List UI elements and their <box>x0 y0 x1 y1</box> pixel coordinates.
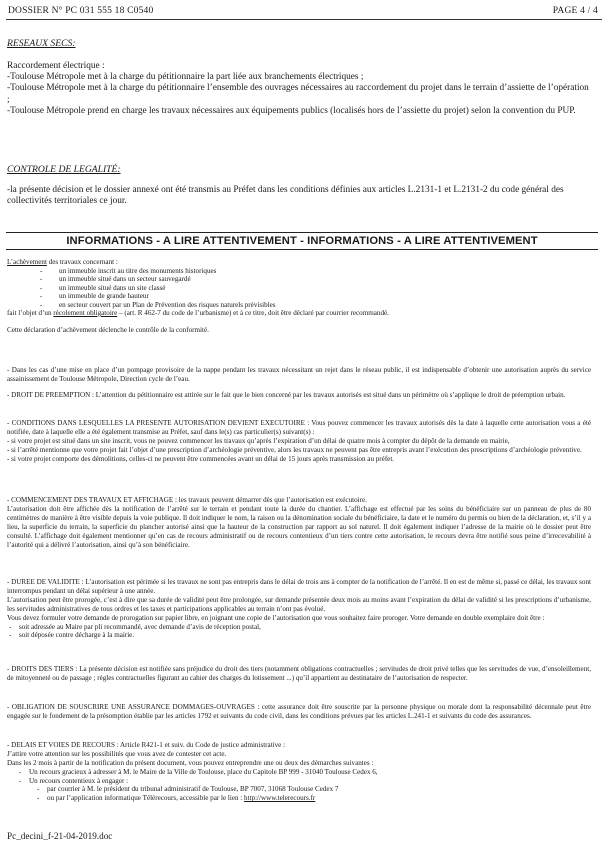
validite-list <box>0 623 591 641</box>
telerecours-link[interactable]: http://www.telerecours.fr <box>244 794 316 803</box>
achevement-lead-underlined: L’achèvement <box>7 258 47 266</box>
list-item: - un immeuble situé dans un secteur sauvegardé <box>7 275 591 283</box>
list-item: - un immeuble situé dans un site classé <box>7 284 591 292</box>
conditions-para: - si l’arrêté mentionne que votre projet fait l’objet d’une prescription d’archéologie préventive, alors les travaux ne peuvent pas être entrepris avant l’exécution des prescriptions d’archéologie préventive. <box>7 445 582 454</box>
recours-line: Dans les 2 mois à partir de la notification du présent document, vous pouvez entreprendre une ou deux des démarches suivantes : <box>7 758 374 767</box>
list-item: - Un recours gracieux à adresser à M. le Maire de la Ville de Toulouse, place du Capitole BP 999 - 31040 Toulouse Cedex 6, <box>7 768 591 777</box>
legalite-text: -la présente décision et le dossier annexé ont été transmis au Préfet dans les conditions définies aux articles L.2131-1 et L.2131-2 du code général des collectivités territoriales ce jour. <box>7 185 564 207</box>
conditions-para: - CONDITIONS DANS LESQUELLES LA PRESENTE AUTORISATION DEVIENT EXECUTOIRE : Vous pouvez commencer les travaux autorisés dès la date à laquelle cette autorisation vous a été notifiée, date à laquelle elle a été également transmise au Préfet, sauf dans le(s) cas particulier(s) suivant(s) : <box>7 419 591 436</box>
list-item: - un immeuble inscrit au titre des monuments historiques <box>7 267 591 275</box>
tiers-text: - DROITS DES TIERS : La présente décision est notifiée sans préjudice du droit des tiers (notamment obligations contractuelles ; servitudes de droit privé telles que les servitudes de vue, d’ensoleillement, de mitoyenneté ou de passage ; règles contractuelles figurant au cahier des charges du lotissement ...) qu’il appartient au destinataire de l’autorisation de respecter. <box>7 665 591 682</box>
list-item <box>7 794 591 803</box>
list-item: - un immeuble de grande hauteur <box>7 292 591 300</box>
recours-line: - DELAIS ET VOIES DE RECOURS : Article R421-1 et suiv. du Code de justice administrative : <box>7 741 286 749</box>
conditions-para: - si votre projet est situé dans un site inscrit, vous ne pouvez commencer les travaux qu’après l’expiration d’un délai de quatre mois à compter du dépôt de la demande en mairie, <box>7 436 510 445</box>
achevement-list <box>7 267 591 309</box>
information-banner: INFORMATIONS - A LIRE ATTENTIVEMENT - INFORMATIONS - A LIRE ATTENTIVEMENT <box>6 232 598 250</box>
recolement-link-text: récolement obligatoire <box>53 308 118 317</box>
nappe-section <box>7 366 591 384</box>
footer-filename: Pc_decini_f-21-04-2019.doc <box>7 831 113 841</box>
reseaux-section <box>7 38 591 117</box>
achevement-lead-rest: des travaux concernant : <box>46 258 118 266</box>
preemption-text: - DROIT DE PREEMPTION : L’attention du pétitionnaire est attirée sur le fait que le bien concerné par les travaux autorisés est situé dans un périmètre où s’applique le droit de préemption urbain. <box>7 391 566 399</box>
commencement-para: L’autorisation doit être affichée dès la notification de l’arrêté sur le terrain et pendant toute la durée du chantier. L’affichage est effectué par les soins du bénéficiaire sur un panneau de plus de 80 centimètres de manière à être visible depuis la voie publique. Il doit indiquer le nom, la raison ou la dénomination sociale du bénéficiaire, la date et le numéro du permis ou bien de la déclaration, et, s’il y a lieu, la superficie du terrain, la superficie du plancher autorisé ainsi que la hauteur de la construction par rapport au sol naturel. Il doit également indiquer l’adresse de la mairie où le dossier peut être consulté. L’affichage doit également mentionner qu’en cas de recours administratif ou de recours contentieux d’un tiers contre cette autorisation, le recours devra être notifié sous peine d’irrecevabilité à l’autorité qui a délivré l’autorisation, ainsi qu’à son bénéficiaire. <box>7 504 591 549</box>
achevement-lead <box>7 258 591 267</box>
legalite-title: CONTROLE DE LEGALITÉ: <box>7 164 121 175</box>
conditions-section <box>7 419 591 464</box>
list-item: - en secteur couvert par un Plan de Prévention des risques naturels prévisibles <box>7 301 591 309</box>
reseaux-line: -Toulouse Métropole met à la charge du pétitionnaire la part liée aux branchements électriques ; <box>7 72 364 83</box>
recours-line: J’attire votre attention sur les possibilités que vous avez de contester cet acte. <box>7 749 227 758</box>
achevement-section <box>7 258 591 335</box>
achevement-tail <box>7 309 591 318</box>
nappe-text: - Dans les cas d’une mise en place d’un pompage provisoire de la nappe pendant les travaux nécessitant un rejet dans le réseau public, il est indispensable d’obtenir une autorisation auprès du service assainissement de Toulouse Métropole, Direction cycle de l’eau. <box>7 366 591 383</box>
page-number: PAGE 4 / 4 <box>552 6 598 16</box>
achevement-tail-b: – (art. R 462-7 du code de l’urbanisme) et à ce titre, doit être déclaré par courrier recommandé. <box>117 308 389 317</box>
list-item: - par courrier à M. le président du tribunal administratif de Toulouse, BP 7007, 31068 Toulouse Cedex 7 <box>7 785 591 794</box>
list-item: - Un recours contentieux à engager : <box>7 777 591 786</box>
validite-para: Vous devez formuler votre demande de prorogation sur papier libre, en joignant une copie de l’autorisation que vous souhaitez faire proroger. Votre demande en double exemplaire doit être : <box>7 613 545 622</box>
reseaux-line: -Toulouse Métropole prend en charge les travaux nécessaires aux équipements publics (localisés hors de l’assiette du projet) selon la convention du PUP. <box>7 105 576 116</box>
preemption-section <box>7 391 591 400</box>
dossier-number: DOSSIER N° PC 031 555 18 C0540 <box>8 6 154 16</box>
assurance-text: - OBLIGATION DE SOUSCRIRE UNE ASSURANCE DOMMAGES-OUVRAGES : cette assurance doit être souscrite par la personne physique ou morale dont la responsabilité décennale peut être engagée sur le fondement de la présomption établie par les articles 1792 et suivants du code civil, dans les conditions prévues par les articles L.241-1 et suivants du code des assurances. <box>7 703 591 720</box>
list-item: - soit déposée contre décharge à la mairie. <box>0 631 591 640</box>
reseaux-title: RESEAUX SECS: <box>7 38 76 49</box>
achevement-tail-a: fait l’objet d’un <box>7 308 54 317</box>
recours-section <box>7 741 591 803</box>
validite-para: - DUREE DE VALIDITE : L’autorisation est périmée si les travaux ne sont pas entrepris dans le délai de trois ans à compter de la notification de l’arrêté. Il en est de même si, passé ce délai, les travaux sont interrompus pendant un délai supérieur à une année. <box>7 578 591 595</box>
list-item: - soit adressée au Maire par pli recommandé, avec demande d’avis de réception postal, <box>0 623 591 632</box>
commencement-section <box>7 496 591 549</box>
validite-para: L’autorisation peut être prorogée, c’est à dire que sa durée de validité peut être prolongée, sur demande présentée deux mois au moins avant l’expiration du délai de validité si les prescriptions d’urbanisme, les servitudes administratives de tous ordres et les taxes et participations applicables au terrain n’ont pas évolué. <box>7 595 591 613</box>
reseaux-line: Raccordement électrique : <box>7 61 105 71</box>
tiers-section <box>7 665 591 683</box>
reseaux-line: -Toulouse Métropole met à la charge du pétitionnaire l’ensemble des ouvrages nécessaires au raccordement du projet dans le terrain d’assiette de l’opération ; <box>7 83 589 105</box>
recours-list <box>7 768 591 786</box>
assurance-section <box>7 703 591 721</box>
conditions-para: - si votre projet comporte des démolitions, celles-ci ne peuvent être commencées avant un délai de 15 jours après transmission au préfet. <box>7 454 395 463</box>
page-header <box>6 5 602 20</box>
telerecours-label: ou par l’application informatique Télérecours, accessible par le lien : <box>47 794 245 803</box>
recours-sublist <box>7 785 591 803</box>
commencement-para: - COMMENCEMENT DES TRAVAUX ET AFFICHAGE : les travaux peuvent démarrer dès que l’autorisation est exécutoire. <box>7 496 367 504</box>
legalite-section <box>7 164 591 207</box>
achevement-note: Cette déclaration d’achèvement déclenche le contrôle de la conformité. <box>7 325 209 334</box>
validite-section <box>7 578 591 640</box>
